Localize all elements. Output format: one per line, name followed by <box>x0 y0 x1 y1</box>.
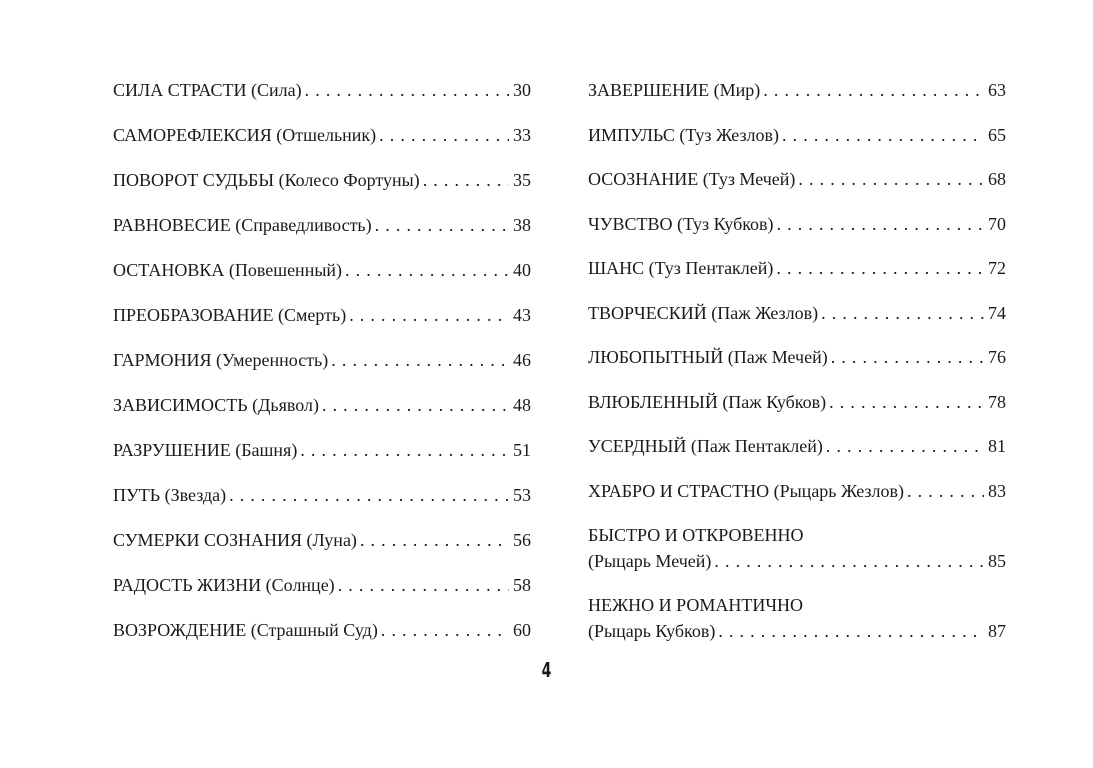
toc-entry-title: РАВНОВЕСИЕ (Справедливость) <box>113 215 372 235</box>
toc-entry-page: 33 <box>513 125 531 145</box>
toc-entry <box>588 78 1006 123</box>
dot-leader <box>375 213 509 237</box>
toc-entry-page: 53 <box>513 485 531 505</box>
toc-entry-page: 38 <box>513 215 531 235</box>
toc-entry-title: ЗАВЕРШЕНИЕ (Мир) <box>588 80 761 100</box>
toc-entry-page: 63 <box>988 80 1006 100</box>
toc-entry <box>588 167 1006 212</box>
dot-leader <box>300 438 509 462</box>
toc-entry-title: ПРЕОБРАЗОВАНИЕ (Смерть) <box>113 305 347 325</box>
toc-entry <box>588 479 1006 524</box>
toc-left-column <box>113 78 531 663</box>
toc-entry-title-line1: БЫСТРО И ОТКРОВЕННО <box>588 525 804 545</box>
toc-entry-page: 65 <box>988 124 1006 145</box>
toc-entry-page: 58 <box>513 575 531 595</box>
toc-entry <box>588 123 1006 168</box>
toc-entry-title: ШАНС (Туз Пентаклей) <box>588 258 774 278</box>
toc-entry <box>113 303 531 348</box>
dot-leader <box>776 256 984 280</box>
toc-entry-title: УСЕРДНЫЙ (Паж Пентаклей) <box>588 436 823 456</box>
toc-entry-page: 72 <box>988 258 1006 278</box>
toc-entry-title: ЗАВИСИМОСТЬ (Дьявол) <box>113 395 319 415</box>
toc-entry-page: 48 <box>513 395 531 415</box>
toc-entry <box>588 345 1006 390</box>
dot-leader <box>821 301 984 325</box>
dot-leader <box>338 573 509 597</box>
toc-entry <box>113 438 531 483</box>
toc-entry <box>113 528 531 573</box>
toc-entry-title: САМОРЕФЛЕКСИЯ (Отшельник) <box>113 125 377 145</box>
toc-entry-line2 <box>588 619 1006 643</box>
toc-entry-page: 70 <box>988 213 1006 234</box>
toc-entry-page: 83 <box>988 480 1006 501</box>
toc-entry-page: 87 <box>988 621 1006 641</box>
dot-leader <box>379 123 509 147</box>
toc-entry-title: ИМПУЛЬС (Туз Жезлов) <box>588 124 780 145</box>
dot-leader <box>345 258 509 282</box>
toc-entry <box>588 390 1006 435</box>
dot-leader <box>229 483 509 507</box>
toc-entry-title: СУМЕРКИ СОЗНАНИЯ (Луна) <box>113 530 357 550</box>
toc-entry-multiline <box>588 593 1006 663</box>
toc-entry-title: ЧУВСТВО (Туз Кубков) <box>588 213 774 234</box>
toc-entry-title: (Рыцарь Мечей) <box>588 551 712 571</box>
toc-entry <box>588 301 1006 346</box>
toc-entry <box>588 434 1006 479</box>
dot-leader <box>826 434 984 458</box>
dot-leader <box>322 393 509 417</box>
toc-entry-title: СИЛА СТРАСТИ (Сила) <box>113 80 302 100</box>
toc-entry-title: РАЗРУШЕНИЕ (Башня) <box>113 440 298 460</box>
toc-entry-page: 74 <box>988 302 1006 323</box>
toc-entry-title: ОСОЗНАНИЕ (Туз Мечей) <box>588 169 796 189</box>
toc-entry-title: ВЛЮБЛЕННЫЙ (Паж Кубков) <box>588 391 827 412</box>
toc-right-column <box>588 78 1006 663</box>
toc-entry-title: ТВОРЧЕСКИЙ (Паж Жезлов) <box>588 302 819 323</box>
dot-leader <box>907 479 984 503</box>
toc-entry <box>113 78 531 123</box>
dot-leader <box>829 390 984 414</box>
toc-entry <box>113 213 531 258</box>
dot-leader <box>331 348 509 372</box>
page-number: 4 <box>541 658 552 682</box>
toc-entry <box>113 123 531 168</box>
toc-entry-title: ЛЮБОПЫТНЫЙ (Паж Мечей) <box>588 347 828 367</box>
toc-entry-page: 68 <box>988 169 1006 189</box>
dot-leader <box>777 212 984 236</box>
dot-leader <box>305 78 509 102</box>
toc-entry-title: ГАРМОНИЯ (Умеренность) <box>113 350 329 370</box>
toc-entry-page: 85 <box>988 551 1006 571</box>
toc-entry-multiline <box>588 523 1006 593</box>
toc-entry-page: 78 <box>988 391 1006 412</box>
toc-entry-title-line1: НЕЖНО И РОМАНТИЧНО <box>588 595 804 615</box>
toc-entry-line2 <box>588 549 1006 573</box>
toc-entry-page: 40 <box>513 260 531 280</box>
toc-entry <box>113 618 531 663</box>
dot-leader <box>360 528 509 552</box>
toc-entry <box>113 258 531 303</box>
toc-entry-page: 35 <box>513 170 531 190</box>
toc-entry <box>113 573 531 618</box>
dot-leader <box>381 618 509 642</box>
toc-entry <box>588 212 1006 257</box>
toc-entry-page: 81 <box>988 436 1006 456</box>
dot-leader <box>831 345 984 369</box>
toc-entry-title: ОСТАНОВКА (Повешенный) <box>113 260 343 280</box>
dot-leader <box>349 303 509 327</box>
toc-entry <box>113 393 531 438</box>
toc-entry <box>113 348 531 393</box>
toc-entry-title: ХРАБРО И СТРАСТНО (Рыцарь Жезлов) <box>588 480 905 501</box>
toc-entry-title: (Рыцарь Кубков) <box>588 621 716 641</box>
toc-entry <box>113 483 531 528</box>
toc-entry-page: 56 <box>513 530 531 550</box>
toc-entry <box>113 168 531 213</box>
toc-entry-page: 43 <box>513 305 531 325</box>
toc-entry-title: ПОВОРОТ СУДЬБЫ (Колесо Фортуны) <box>113 170 420 190</box>
dot-leader <box>423 168 509 192</box>
toc-entry-page: 30 <box>513 80 531 100</box>
toc-entry-page: 51 <box>513 440 531 460</box>
dot-leader <box>718 619 984 643</box>
toc-entry-page: 60 <box>513 620 531 640</box>
dot-leader <box>763 78 984 102</box>
dot-leader <box>798 167 984 191</box>
toc-entry-page: 46 <box>513 350 531 370</box>
toc-entry-page: 76 <box>988 347 1006 367</box>
toc-entry-title: РАДОСТЬ ЖИЗНИ (Солнце) <box>113 575 335 595</box>
toc-entry <box>588 256 1006 301</box>
toc-entry-title: ПУТЬ (Звезда) <box>113 485 227 505</box>
toc-entry-title: ВОЗРОЖДЕНИЕ (Страшный Суд) <box>113 620 378 640</box>
dot-leader <box>782 123 984 147</box>
dot-leader <box>714 549 984 573</box>
